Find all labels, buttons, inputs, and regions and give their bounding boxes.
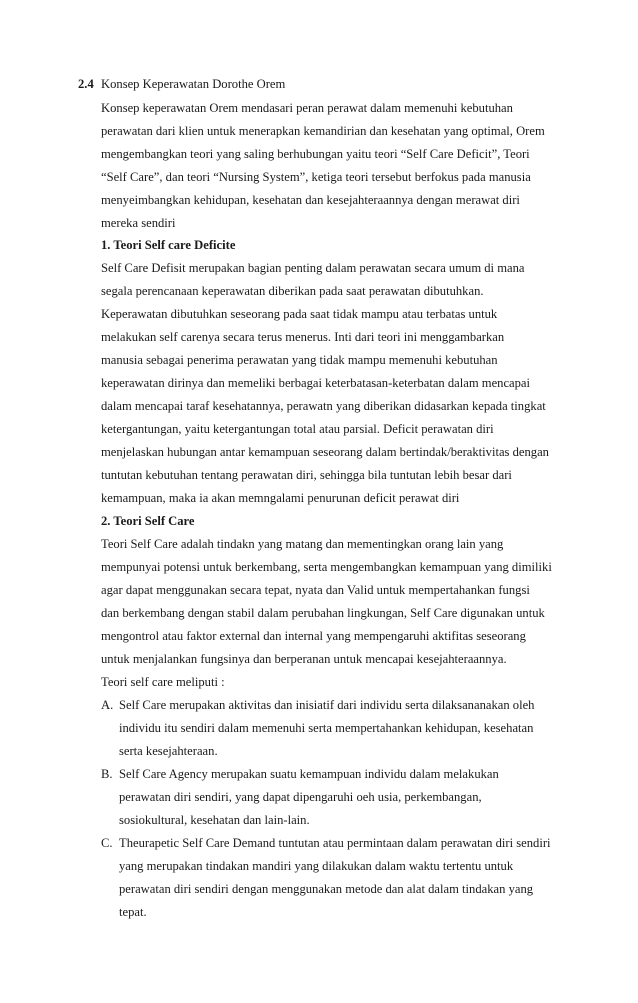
paragraph-line: agar dapat menggunakan secara tepat, nyata dan Valid untuk mempertahankan fungsi [101,583,530,597]
list-item-line: individu itu sendiri dalam memenuhi serta mempertahankan kehidupan, kesehatan [119,721,534,735]
list-marker: B. [101,767,113,781]
paragraph-line: Teori Self Care adalah tindakn yang matang dan mementingkan orang lain yang [101,537,504,551]
paragraph-line: Konsep keperawatan Orem mendasari peran perawat dalam memenuhi kebutuhan [101,101,513,115]
list-item-line: perawatan diri sendiri dengan menggunakan metode dan alat dalam tindakan yang [119,882,534,896]
subsection-heading: 2. Teori Self Care [101,514,195,528]
paragraph-line: Teori self care meliputi : [101,675,225,689]
paragraph-line: “Self Care”, dan teori “Nursing System”, ketiga teori tersebut berfokus pada manusia [101,170,531,184]
list-item-line: Theurapetic Self Care Demand tuntutan atau permintaan dalam perawatan diri sendiri [119,836,551,850]
paragraph-line: Self Care Defisit merupakan bagian penting dalam perawatan secara umum di mana [101,261,525,275]
paragraph-line: mereka sendiri [101,216,176,230]
list-item-line: Self Care Agency merupakan suatu kemampuan individu dalam melakukan [119,767,499,781]
list-marker: A. [101,698,114,712]
list-marker: C. [101,836,113,850]
list-item-line: Self Care merupakan aktivitas dan inisiatif dari individu serta dilaksananakan oleh [119,698,535,712]
paragraph-line: ketergantungan, yaitu ketergantungan total atau parsial. Deficit perawatan diri [101,422,494,436]
paragraph-line: mengontrol atau faktor external dan internal yang mempengaruhi aktifitas seseorang [101,629,526,643]
paragraph-line: untuk menjalankan fungsinya dan berperanan untuk mencapai kesejahteraannya. [101,652,507,666]
paragraph-line: mengembangkan teori yang saling berhubungan yaitu teori “Self Care Deficit”, Teori [101,147,530,161]
list-item-line: serta kesejahteraan. [119,744,218,758]
paragraph-line: perawatan dari klien untuk menerapkan kemandirian dan kesehatan yang optimal, Orem [101,124,545,138]
paragraph-line: mempunyai potensi untuk berkembang, serta mengembangkan kemampuan yang dimiliki [101,560,552,574]
paragraph-line: tuntutan kebutuhan tentang perawatan diri, sehingga bila tuntutan lebih besar dari [101,468,512,482]
section-title: Konsep Keperawatan Dorothe Orem [101,77,286,91]
paragraph-line: manusia sebagai penerima perawatan yang tidak mampu memenuhi kebutuhan [101,353,498,367]
paragraph-line: segala perencanaan keperawatan diberikan pada saat perawatan dibutuhkan. [101,284,484,298]
paragraph-line: dalam mencapai taraf kesehatannya, perawatn yang diberikan didasarkan kepada tingkat [101,399,546,413]
subsection-heading: 1. Teori Self care Deficite [101,238,236,252]
paragraph-line: dan berkembang dengan stabil dalam perubahan lingkungan, Self Care digunakan untuk [101,606,545,620]
list-item-line: tepat. [119,905,147,919]
paragraph-line: kemampuan, maka ia akan memngalami penurunan deficit perawat diri [101,491,460,505]
paragraph-line: Keperawatan dibutuhkan seseorang pada saat tidak mampu atau terbatas untuk [101,307,498,321]
section-number: 2.4 [78,77,94,91]
paragraph-line: menyeimbangkan kehidupan, kesehatan dan kesejahteraannya dengan merawat diri [101,193,520,207]
paragraph-line: keperawatan dirinya dan memeliki berbagai keterbatasan-keterbatan dalam mencapai [101,376,531,390]
list-item-line: perawatan diri sendiri, yang dapat dipengaruhi oeh usia, perkembangan, [119,790,482,804]
paragraph-line: melakukan self carenya secara terus menerus. Inti dari teori ini menggambarkan [101,330,505,344]
list-item-line: yang merupakan tindakan mandiri yang dilakukan dalam waktu tertentu untuk [119,859,514,873]
list-item-line: sosiokultural, kesehatan dan lain-lain. [119,813,310,827]
paragraph-line: menjelaskan hubungan antar kemampuan seseorang dalam bertindak/beraktivitas dengan [101,445,549,459]
